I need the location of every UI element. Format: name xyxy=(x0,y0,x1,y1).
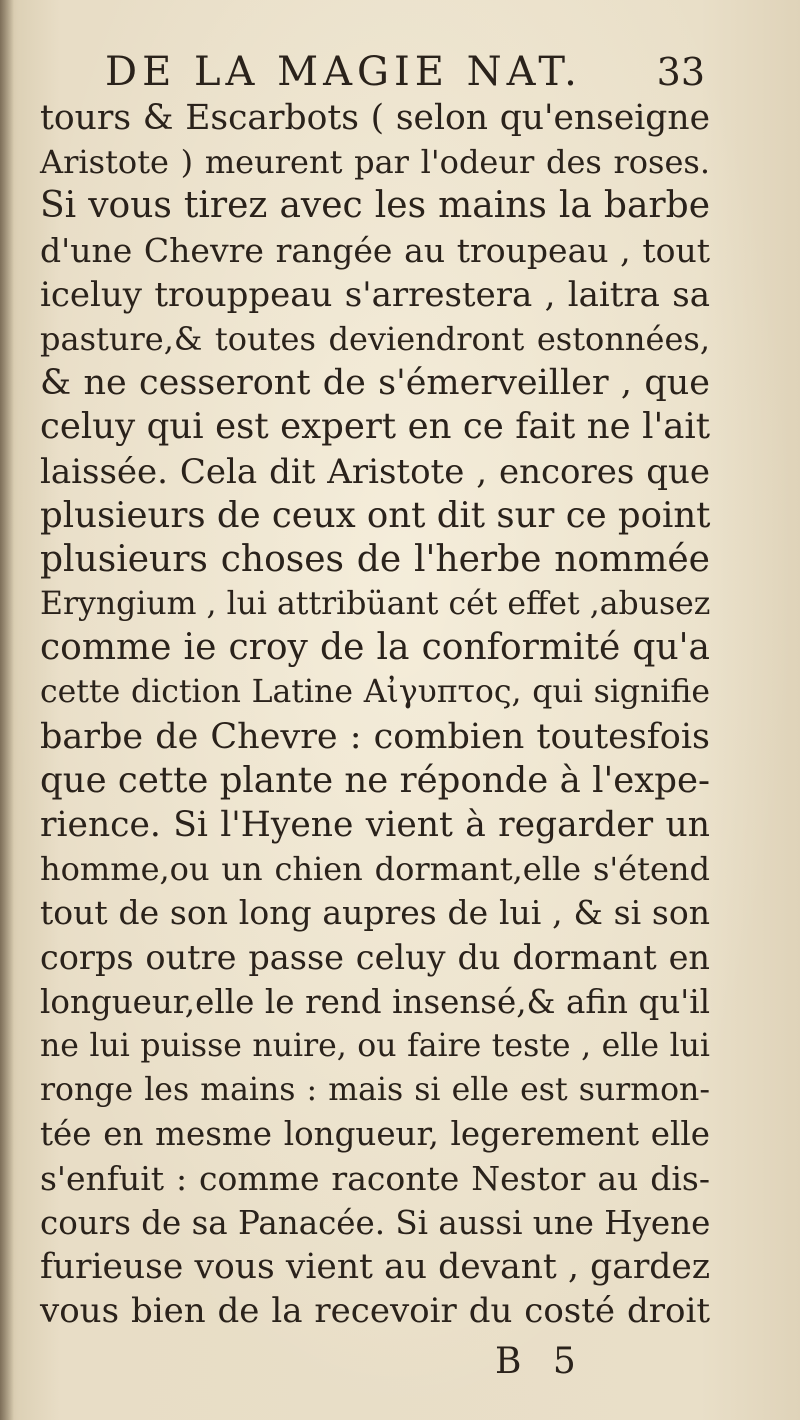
text-line: d'une Chevre rangée au troupeau , tout xyxy=(40,230,710,270)
text-line: Si vous tirez avec les mains la barbe xyxy=(40,185,710,227)
text-line: que cette plante ne réponde à l'expe- xyxy=(40,759,710,801)
text-line: laissée. Cela dit Aristote , encores que xyxy=(40,451,710,492)
text-line: plusieurs de ceux ont dit sur ce point xyxy=(40,494,711,536)
text-line: & ne cesseront de s'émerveiller , que xyxy=(40,363,710,404)
text-line: Eryngium , lui attribüant cét effet ,abusez xyxy=(40,586,711,623)
text-line: tours & Escarbots ( selon qu'enseigne xyxy=(40,98,710,138)
gutter-shadow xyxy=(0,0,14,1420)
text-line: comme ie croy de la conformité qu'a xyxy=(40,627,710,669)
body-text xyxy=(40,96,710,1333)
text-line: ronge les mains : mais si elle est surmon- xyxy=(40,1072,710,1109)
text-line: vous bien de la recevoir du costé droit xyxy=(40,1291,710,1332)
page-header xyxy=(105,44,705,100)
text-line: s'enfuit : comme raconte Nestor au dis- xyxy=(40,1158,710,1198)
text-line: cours de sa Panacée. Si aussi une Hyene xyxy=(40,1203,711,1242)
text-line: plusieurs choses de l'herbe nommée xyxy=(40,538,710,580)
text-line: longueur,elle le rend insensé,& afin qu'il xyxy=(40,982,710,1021)
text-line: pasture,& toutes deviendront estonnées, xyxy=(40,319,710,358)
text-line: cette diction Latine Αἰγυπτος, qui signifie xyxy=(40,674,710,711)
text-line: iceluy trouppeau s'arrestera , laitra sa xyxy=(40,274,710,315)
text-line: ne lui puisse nuire, ou faire teste , elle lui xyxy=(40,1027,710,1064)
text-line: barbe de Chevre : combien toutesfois xyxy=(40,716,710,757)
signature-mark: B 5 xyxy=(495,1341,586,1382)
text-line: Aristote ) meurent par l'odeur des roses. xyxy=(40,143,710,182)
running-head: DE LA MAGIE NAT. xyxy=(105,49,582,95)
text-line: rience. Si l'Hyene vient à regarder un xyxy=(40,805,710,845)
page-number: 33 xyxy=(656,50,705,94)
text-line: homme,ou un chien dormant,elle s'étend xyxy=(40,850,710,889)
text-line: tout de son long aupres de lui , & si son xyxy=(40,893,710,933)
text-line: celuy qui est expert en ce fait ne l'ait xyxy=(40,406,710,448)
text-line: furieuse vous vient au devant , gardez xyxy=(40,1246,710,1287)
text-line: corps outre passe celuy du dormant en xyxy=(40,937,710,977)
text-line: tée en mesme longueur, legerement elle xyxy=(40,1115,710,1154)
